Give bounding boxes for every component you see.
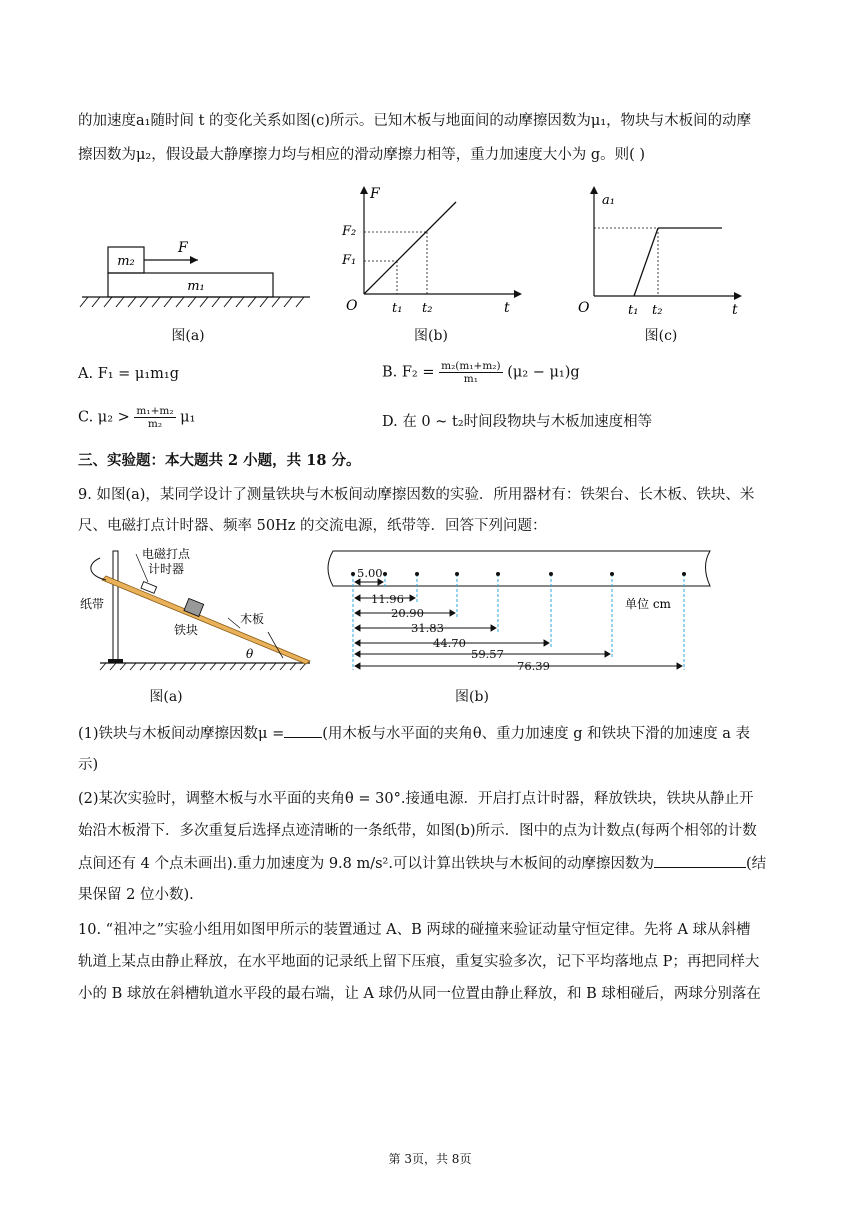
question9-part2-line3 xyxy=(78,853,766,874)
block-label: 铁块 xyxy=(174,623,199,637)
m2-label: m₂ xyxy=(117,254,135,269)
figure-9b xyxy=(315,546,725,682)
option-b-numerator: m₂(m₁+m₂) xyxy=(441,360,501,372)
t1-label: t₁ xyxy=(392,301,403,316)
option-c-numerator: m₁+m₂ xyxy=(136,405,174,417)
distance-label-3: 20.90 xyxy=(391,606,424,620)
figure-8a xyxy=(78,232,318,322)
t2-label: t₂ xyxy=(422,301,433,316)
paper-tape xyxy=(91,558,106,580)
question9-part1-line2: 示) xyxy=(78,757,99,773)
figure-8c xyxy=(572,182,752,322)
count-point-7 xyxy=(682,572,686,576)
question10-line3: 小的 B 球放在斜槽轨道水平段的最右端，让 A 球仍从同一位置由静止释放，和 B 球相碰后，两球分别落在 xyxy=(78,986,761,1002)
distance-label-4: 31.83 xyxy=(411,621,444,635)
question9-part2-line2: 始沿木板滑下．多次重复后选择点迹清晰的一条纸带，如图(b)所示．图中的点为计数点(每两个相邻的计数 xyxy=(78,823,757,839)
tape-label: 纸带 xyxy=(80,597,105,611)
option-b-fraction xyxy=(439,360,503,385)
question9-part2-line1: (2)某次实验时，调整木板与水平面的夹角θ = 30°.接通电源．开启打点计时器，释放铁块，铁块从静止开 xyxy=(78,791,754,807)
count-point-5 xyxy=(549,572,553,576)
F2-label: F₂ xyxy=(342,224,357,239)
option-b xyxy=(382,360,580,385)
figure-8a-caption: 图(a) xyxy=(171,328,205,344)
option-c-denominator: m₂ xyxy=(147,418,163,430)
origin-label: O xyxy=(346,298,358,314)
axis-t-label: t xyxy=(504,300,510,316)
part1-text-a: (1)铁块与木板间动摩擦因数μ = xyxy=(78,726,285,742)
question10-line2: 轨道上某点由静止释放，在水平地面的记录纸上留下压痕，重复实验多次，记下平均落地点 P；再把同样大 xyxy=(78,954,760,970)
option-b-suffix: (μ₂ − μ₁)g xyxy=(507,364,580,381)
timer-label-1: 电磁打点 xyxy=(142,547,191,561)
force-label: F xyxy=(178,240,188,256)
axis-t-label-c: t xyxy=(732,302,738,318)
question9-line2: 尺、电磁打点计时器、频率 50Hz 的交流电源，纸带等．回答下列问题： xyxy=(78,518,547,534)
option-c-suffix: μ₁ xyxy=(180,409,196,426)
figure-9a-caption: 图(a) xyxy=(149,689,183,705)
axis-F-label: F xyxy=(370,186,380,202)
figure-9b-caption: 图(b) xyxy=(455,689,489,705)
t1-label-c: t₁ xyxy=(628,303,639,318)
question9-part2-line4: 果保留 2 位小数). xyxy=(78,887,194,903)
question8-text-line2: 擦因数为μ₂，假设最大静摩擦力均与相应的滑动摩擦力相等，重力加速度大小为 g。则( ) xyxy=(78,147,646,163)
question8-text-line1: 的加速度a₁随时间 t 的变化关系如图(c)所示。已知木板与地面间的动摩擦因数为μ₁，物块与木板间的动摩 xyxy=(78,113,752,129)
distance-label-5: 44.70 xyxy=(433,636,466,650)
question9-line1: 9. 如图(a)，某同学设计了测量铁块与木板间动摩擦因数的实验．所用器材有：铁架台、长木板、铁块、米 xyxy=(78,487,755,503)
distance-label-2: 11.96 xyxy=(371,592,404,606)
count-point-3 xyxy=(455,572,459,576)
figure-9a xyxy=(78,546,318,676)
dashed-guides xyxy=(353,574,684,670)
option-b-prefix: B. F₂ = xyxy=(382,364,435,381)
option-a: A. F₁ = μ₁m₁g xyxy=(78,366,180,382)
option-c-prefix: C. μ₂ > xyxy=(78,409,130,426)
theta-label: θ xyxy=(246,647,254,661)
option-d: D. 在 0 ~ t₂时间段物块与木板加速度相等 xyxy=(382,414,653,430)
distance-label-6: 59.57 xyxy=(471,647,504,661)
count-point-0 xyxy=(351,572,355,576)
t2-label-c: t₂ xyxy=(652,303,663,318)
distance-label-7: 76.39 xyxy=(517,659,550,673)
option-b-denominator: m₁ xyxy=(463,373,478,385)
page-footer: 第 3页，共 8页 xyxy=(388,1152,472,1166)
answer-blank-1[interactable] xyxy=(284,723,322,738)
F1-label: F₁ xyxy=(342,253,357,268)
question10-line1: 10. “祖冲之”实验小组用如图甲所示的装置通过 A、B 两球的碰撞来验证动量守恒定律。先将 A 球从斜槽 xyxy=(78,922,751,938)
option-c xyxy=(78,405,195,430)
figure-8c-caption: 图(c) xyxy=(644,328,678,344)
answer-blank-2[interactable] xyxy=(654,853,746,868)
axis-a1-label: a₁ xyxy=(602,193,615,208)
timer-label-2: 计时器 xyxy=(148,562,185,576)
distance-label-1: 5.00 xyxy=(357,566,383,580)
m1-label: m₁ xyxy=(187,279,205,294)
board-label: 木板 xyxy=(240,612,265,626)
part2-text-b: (结 xyxy=(745,856,767,872)
figure-8b-caption: 图(b) xyxy=(414,328,448,344)
count-point-1 xyxy=(383,572,387,576)
figure-8b xyxy=(340,182,530,322)
origin-label-c: O xyxy=(578,300,590,316)
count-point-2 xyxy=(415,572,419,576)
part1-text-b: (用木板与水平面的夹角θ、重力加速度 g 和铁块下滑的加速度 a 表 xyxy=(322,726,750,742)
section3-heading: 三、实验题：本大题共 2 小题，共 18 分。 xyxy=(78,452,361,469)
unit-label: 单位 cm xyxy=(625,597,671,611)
option-c-fraction xyxy=(134,405,175,430)
stand-pole xyxy=(113,551,118,661)
question9-part1-line1 xyxy=(78,723,750,744)
count-point-4 xyxy=(496,572,500,576)
part2-text-a: 点间还有 4 个点未画出).重力加速度为 9.8 m/s².可以计算出铁块与木板间的动摩擦因数为 xyxy=(78,856,654,872)
count-point-6 xyxy=(610,572,614,576)
